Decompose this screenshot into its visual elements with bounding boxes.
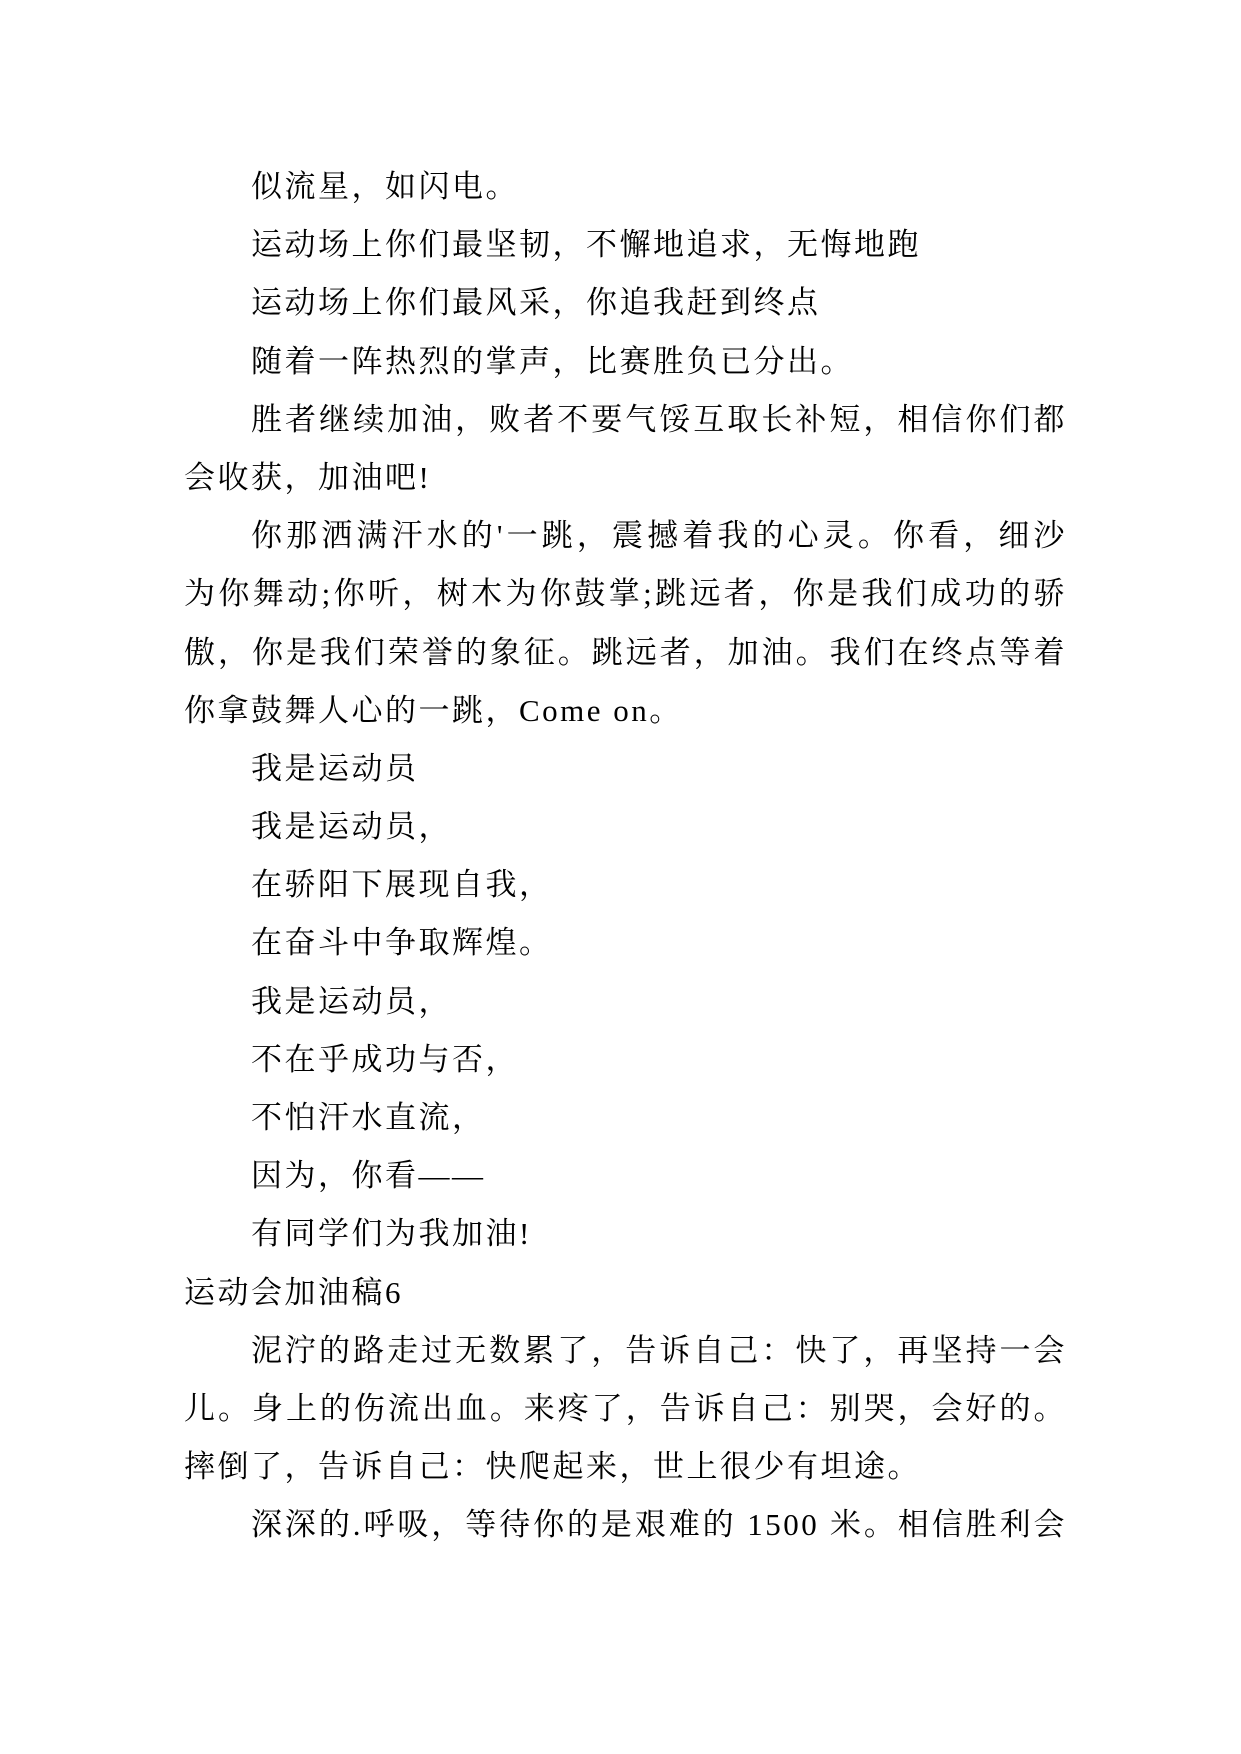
text-line: 似流星，如闪电。	[251, 169, 519, 204]
text-line: 有同学们为我加油!	[251, 1216, 532, 1252]
text-line: 在骄阳下展现自我，	[251, 867, 553, 903]
text-line: 摔倒了，告诉自己：快爬起来，世上很少有坦途。	[184, 1449, 921, 1485]
text-line: 傲，你是我们荣誉的象征。跳远者，加油。我们在终点等着	[184, 634, 1067, 670]
section-heading: 运动会加油稿6	[184, 1274, 403, 1310]
text-line: 随着一阵热烈的掌声，比赛胜负已分出。	[251, 343, 854, 379]
text-line: 我是运动员	[251, 750, 419, 786]
text-line: 会收获，加油吧!	[184, 459, 432, 495]
text-line: 你那洒满汗水的'一跳，震撼着我的心灵。你看，细沙	[251, 518, 1067, 554]
text-line: 儿。身上的伤流出血。来疼了，告诉自己：别哭，会好的。	[184, 1390, 1067, 1426]
text-line: 在奋斗中争取辉煌。	[251, 925, 553, 961]
text-line: 为你舞动;你听，树木为你鼓掌;跳远者，你是我们成功的骄	[184, 576, 1067, 612]
text-line: 不怕汗水直流，	[251, 1100, 486, 1135]
text-line: 胜者继续加油，败者不要气馁互取长补短，相信你们都	[251, 401, 1067, 437]
text-line: 深深的.呼吸，等待你的是艰难的 1500 米。相信胜利会	[251, 1507, 1067, 1543]
text-line: 泥泞的路走过无数累了，告诉自己：快了，再坚持一会	[251, 1332, 1067, 1368]
text-line: 你拿鼓舞人心的一跳，Come on。	[184, 692, 683, 728]
text-line: 我是运动员，	[251, 983, 452, 1019]
document-body	[184, 158, 1067, 1555]
text-line: 我是运动员，	[251, 809, 452, 845]
text-line: 运动场上你们最坚韧，不懈地追求，无悔地跑	[251, 227, 921, 263]
text-line: 运动场上你们最风采，你追我赶到终点	[251, 285, 821, 321]
text-line: 因为，你看——	[251, 1158, 486, 1194]
text-line: 不在乎成功与否，	[251, 1041, 519, 1077]
